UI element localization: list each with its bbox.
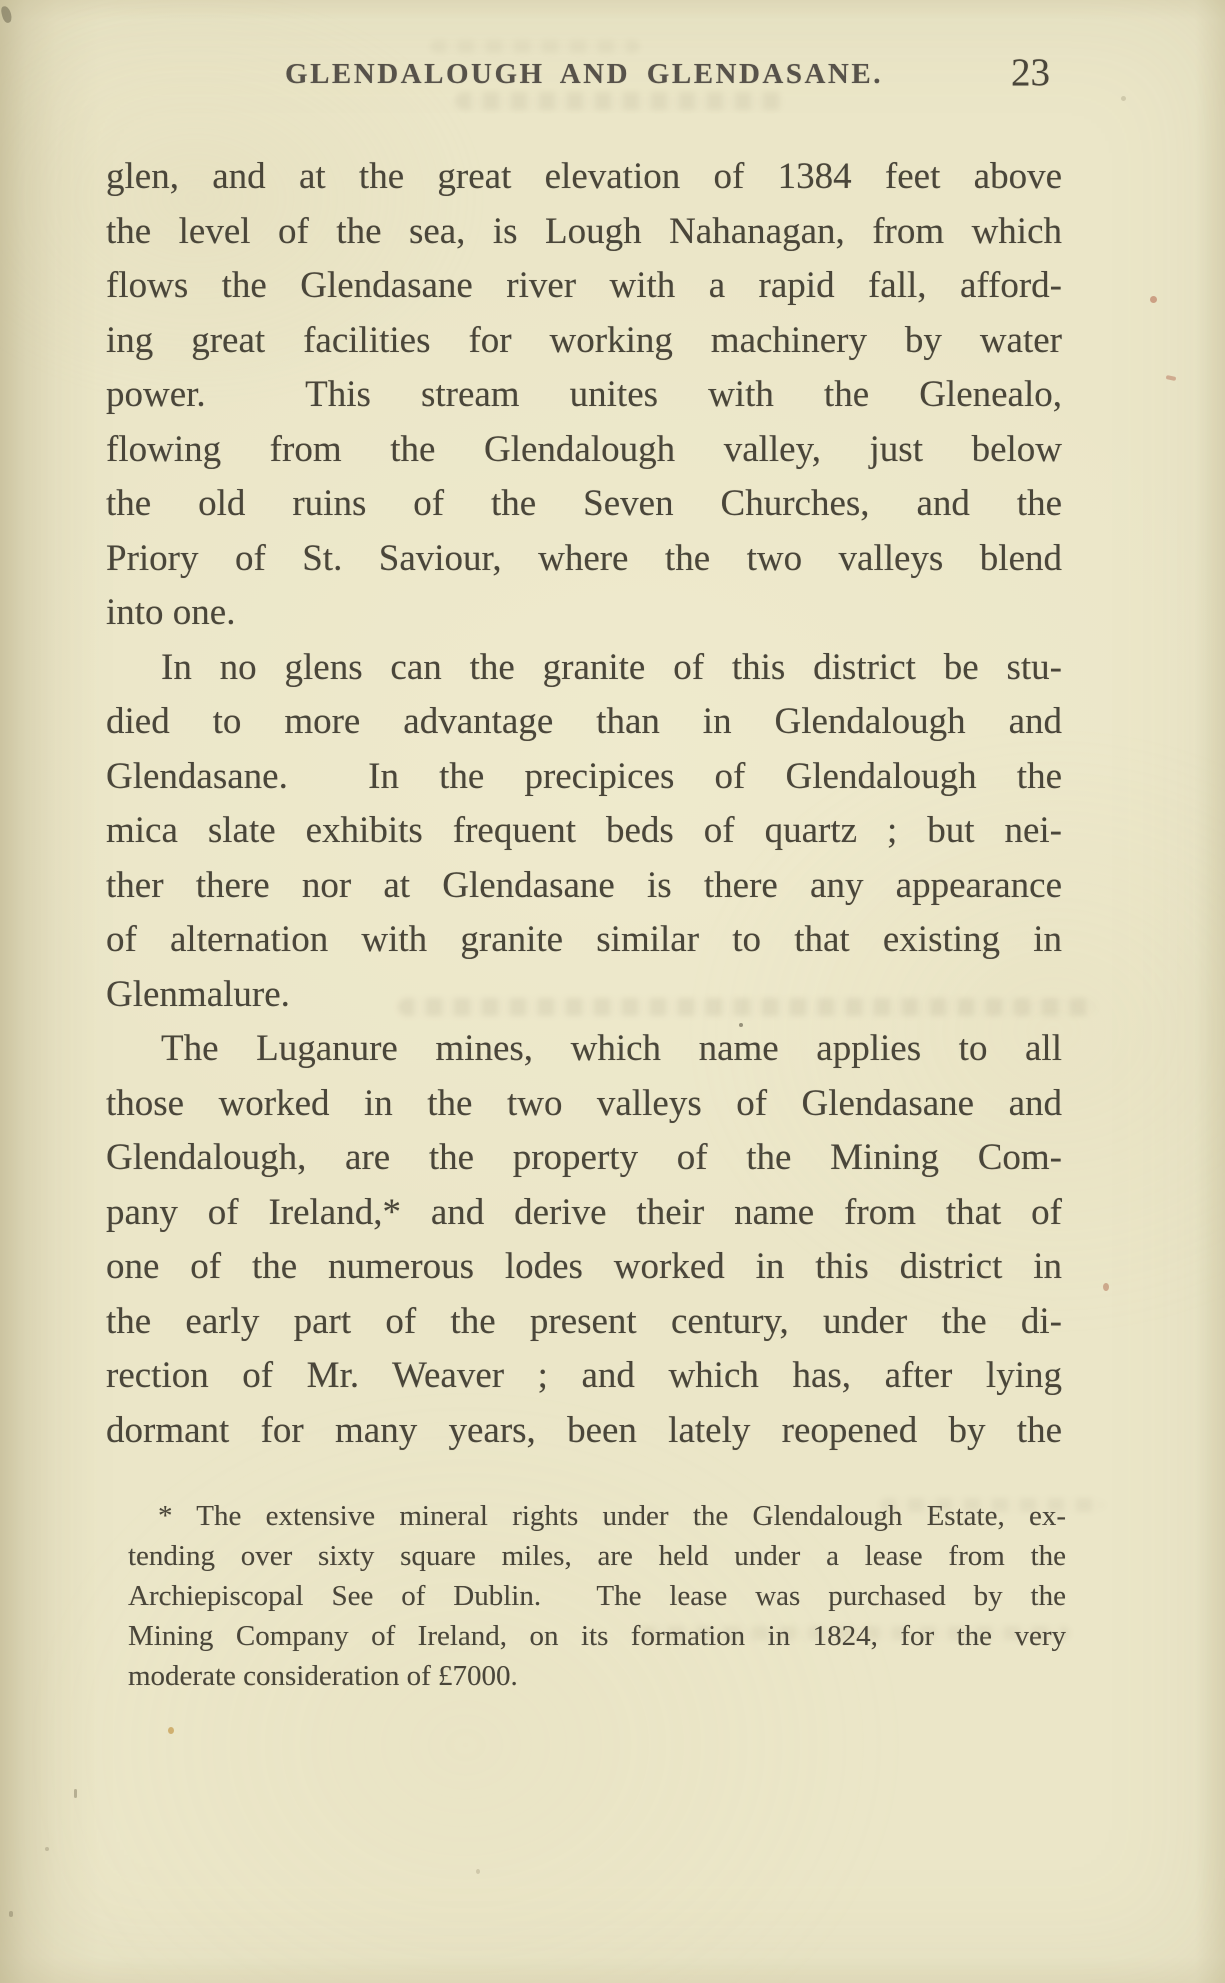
text-line: ing great facilities for working machinery by water <box>106 319 1062 361</box>
paragraph <box>106 1022 1062 1458</box>
text-line: rection of Mr. Weaver ; and which has, after lying <box>106 1355 1062 1396</box>
scan-speck <box>0 5 13 24</box>
text-line: the old ruins of the Seven Churches, and the <box>106 483 1062 524</box>
page-edge-shade-left <box>0 0 100 1983</box>
ghost-showthrough <box>430 40 640 53</box>
text-line: power. This stream unites with the Glenealo, <box>106 374 1062 415</box>
text-line: of alternation with granite similar to that existing in <box>106 919 1062 960</box>
text-line: ther there nor at Glendasane is there any appearance <box>106 864 1062 906</box>
footnote-line: moderate consideration of £7000. <box>128 1660 518 1692</box>
text-line: mica slate exhibits frequent beds of quartz ; but nei- <box>106 810 1062 851</box>
page-edge-shade-top <box>0 0 1225 20</box>
text-line: Glenmalure. <box>106 973 290 1015</box>
footnote-line: Mining Company of Ireland, on its formation in 1824, for the very <box>128 1620 1066 1652</box>
paragraph <box>106 641 1062 1023</box>
text-line: glen, and at the great elevation of 1384 feet above <box>106 156 1062 197</box>
text-line: flowing from the Glendalough valley, just below <box>106 428 1062 470</box>
text-line: one of the numerous lodes worked in this district in <box>106 1246 1062 1287</box>
scan-speck <box>1121 96 1126 101</box>
text-line: the early part of the present century, under the di- <box>106 1300 1062 1342</box>
text-line: Glendalough, are the property of the Mining Com- <box>106 1137 1062 1178</box>
text-line: dormant for many years, been lately reopened by the <box>106 1409 1062 1451</box>
page-number: 23 <box>1011 51 1050 94</box>
scan-speck <box>9 1911 13 1917</box>
footnote-line: Archiepiscopal See of Dublin. The lease was purchased by the <box>128 1580 1066 1612</box>
text-line: those worked in the two valleys of Glendasane and <box>106 1082 1062 1124</box>
text-line: Priory of St. Saviour, where the two valleys blend <box>106 537 1062 579</box>
text-line: flows the Glendasane river with a rapid fall, afford- <box>106 265 1062 306</box>
body-text <box>106 150 1062 1458</box>
page-edge-shade-bottom <box>0 1957 1225 1983</box>
text-line: Glendasane. In the precipices of Glendalough the <box>106 755 1062 797</box>
scan-speck <box>476 1869 480 1874</box>
text-line: into one. <box>106 592 236 633</box>
footnote-line: * The extensive mineral rights under the Glendalough Estate, ex- <box>158 1500 1066 1532</box>
text-line: the level of the sea, is Lough Nahanagan, from which <box>106 210 1062 252</box>
running-head <box>106 58 1062 102</box>
footnote-line: tending over sixty square miles, are held under a lease from the <box>128 1540 1066 1572</box>
scan-speck <box>45 1847 49 1851</box>
scan-speck <box>1103 1283 1109 1291</box>
running-head-title: GLENDALOUGH AND GLENDASANE. <box>285 58 883 90</box>
page-edge-shade-right <box>1195 0 1225 1983</box>
paragraph <box>106 150 1062 641</box>
footnote <box>128 1496 1066 1696</box>
text-line: pany of Ireland,* and derive their name from that of <box>106 1191 1062 1233</box>
text-line: died to more advantage than in Glendalough and <box>106 701 1062 742</box>
scan-speck <box>1150 296 1157 303</box>
text-line: In no glens can the granite of this district be stu- <box>161 646 1062 688</box>
scan-speck <box>1166 375 1177 381</box>
text-line: The Luganure mines, which name applies to all <box>161 1028 1062 1069</box>
scan-speck <box>74 1789 77 1798</box>
scan-speck <box>168 1727 174 1734</box>
